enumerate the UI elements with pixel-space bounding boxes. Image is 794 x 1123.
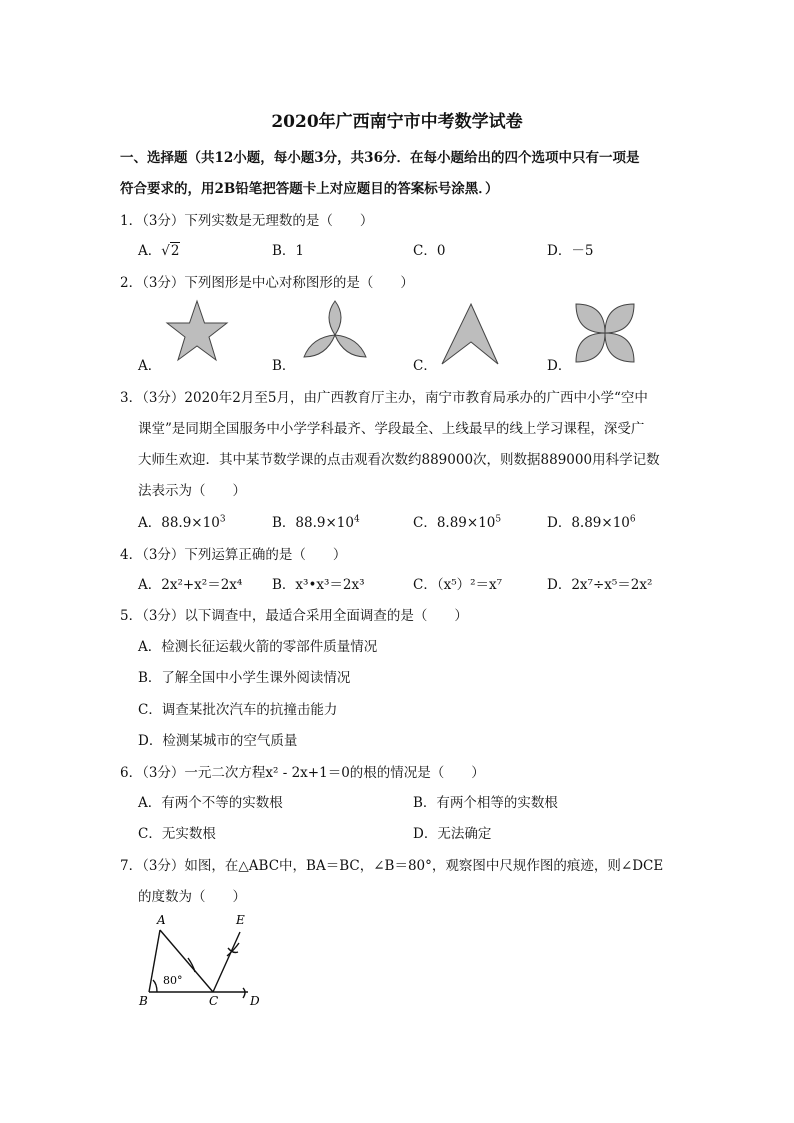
q7-label-e: E bbox=[236, 913, 245, 927]
page-title: 2020年广西南宁市中考数学试卷 bbox=[271, 112, 523, 132]
q3-line3: 大师生欢迎．其中某节数学课的点击观看次数约889000次，则数据889000用科学记数 bbox=[138, 452, 660, 468]
q1-option-b: B．1 bbox=[272, 243, 305, 259]
q6-option-d: D．无法确定 bbox=[413, 826, 492, 842]
q4-option-d: D．2x⁷÷x⁵＝2x² bbox=[547, 577, 653, 593]
q5-option-b: B．了解全国中小学生课外阅读情况 bbox=[138, 670, 351, 686]
q1-option-a bbox=[138, 239, 180, 259]
q5-option-a: A．检测长征运载火箭的零部件质量情况 bbox=[138, 639, 378, 655]
q6-option-c: C．无实数根 bbox=[138, 826, 216, 842]
q3-option-a-base: A．88.9×10 bbox=[138, 515, 220, 531]
q7-angle-label: 80° bbox=[163, 974, 183, 987]
q3-line4: 法表示为（ ） bbox=[138, 483, 246, 499]
q7-line1: 7．（3分）如图，在△ABC中，BA＝BC，∠B＝80°，观察图中尺规作图的痕迹，则∠DCE bbox=[120, 858, 664, 874]
q3-line2: 课堂”是同期全国服务中小学学科最齐、学段最全、上线最早的线上学习课程，深受广 bbox=[138, 421, 645, 437]
q1-stem: 1．（3分）下列实数是无理数的是（ ） bbox=[120, 213, 374, 229]
q4-stem: 4．（3分）下列运算正确的是（ ） bbox=[120, 547, 347, 563]
q3-option-a-exp: 3 bbox=[219, 514, 226, 525]
q2-option-b-label: B． bbox=[272, 358, 296, 374]
q2-option-a-label: A． bbox=[138, 358, 162, 374]
q7-label-d: D bbox=[250, 994, 260, 1008]
q7-label-b: B bbox=[139, 994, 148, 1008]
arrowhead-shape-icon bbox=[440, 302, 500, 366]
q5-option-c: C．调查某批次汽车的抗撞击能力 bbox=[138, 702, 338, 718]
q5-option-d: D．检测某城市的空气质量 bbox=[138, 733, 298, 749]
section-instructions-line1: 一、选择题（共12小题，每小题3分，共36分．在每小题给出的四个选项中只有一项是 bbox=[120, 150, 640, 166]
star-shape-icon bbox=[164, 299, 230, 363]
four-petal-shape-icon bbox=[574, 302, 636, 364]
q3-option-b bbox=[272, 511, 360, 531]
q7-line2: 的度数为（ ） bbox=[138, 889, 246, 905]
sqrt-symbol-icon: √ bbox=[161, 243, 170, 259]
q1-option-a-label: A． bbox=[138, 243, 162, 259]
q2-option-d-label: D． bbox=[547, 358, 572, 374]
q3-option-b-base: B．88.9×10 bbox=[272, 515, 354, 531]
q3-option-d-base: D．8.89×10 bbox=[547, 515, 630, 531]
q5-stem: 5．（3分）以下调查中，最适合采用全面调查的是（ ） bbox=[120, 608, 468, 624]
q3-option-c bbox=[413, 511, 501, 531]
q4-option-a: A．2x²+x²＝2x⁴ bbox=[138, 577, 243, 593]
q4-option-b: B．x³•x³＝2x³ bbox=[272, 577, 365, 593]
q3-option-c-base: C．8.89×10 bbox=[413, 515, 496, 531]
section-instructions-line2: 符合要求的，用2B铅笔把答题卡上对应题目的答案标号涂黑．） bbox=[120, 181, 499, 197]
q3-option-a bbox=[138, 511, 226, 531]
q3-line1: 3．（3分）2020年2月至5月，由广西教育厅主办，南宁市教育局承办的广西中小学“空中 bbox=[120, 390, 648, 406]
q7-label-a: A bbox=[157, 913, 166, 927]
q6-stem: 6．（3分）一元二次方程x² - 2x+1＝0的根的情况是（ ） bbox=[120, 765, 485, 781]
q3-option-b-exp: 4 bbox=[353, 514, 360, 525]
q1-option-c: C．0 bbox=[413, 243, 446, 259]
q3-option-c-exp: 5 bbox=[495, 514, 502, 525]
q2-stem: 2．（3分）下列图形是中心对称图形的是（ ） bbox=[120, 275, 414, 291]
q6-option-a: A．有两个不等的实数根 bbox=[138, 795, 283, 811]
q6-option-b: B．有两个相等的实数根 bbox=[413, 795, 558, 811]
q7-label-c: C bbox=[209, 994, 219, 1008]
q7-triangle-figure bbox=[135, 910, 270, 1010]
q3-option-d bbox=[547, 511, 636, 531]
q3-option-d-exp: 6 bbox=[629, 514, 636, 525]
three-petal-shape-icon bbox=[300, 299, 370, 365]
q4-option-c: C．（x⁵）²＝x⁷ bbox=[413, 577, 503, 593]
q2-option-c-label: C． bbox=[413, 358, 437, 374]
q1-option-a-radicand: 2 bbox=[170, 243, 180, 259]
q1-option-d: D．－5 bbox=[547, 243, 594, 259]
